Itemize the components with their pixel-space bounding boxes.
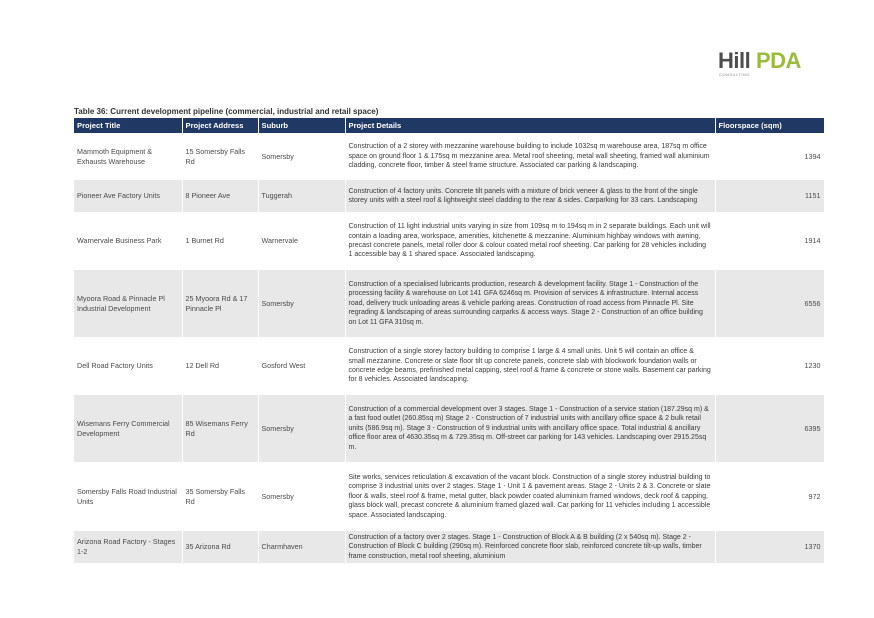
column-header-project-title: Project Title (74, 118, 182, 133)
column-header-project-address: Project Address (182, 118, 258, 133)
cell-floorspace: 972 (715, 462, 824, 531)
cell-floorspace: 6395 (715, 395, 824, 462)
cell-project-title: Warnervale Business Park (74, 212, 182, 270)
table-row (74, 337, 824, 395)
cell-floorspace: 1230 (715, 337, 824, 395)
table-row (74, 531, 824, 563)
cell-floorspace: 1914 (715, 212, 824, 270)
table-row (74, 212, 824, 270)
table-row (74, 270, 824, 337)
hillpda-logo (718, 48, 808, 78)
cell-project-title: Somersby Falls Road Industrial Units (74, 462, 182, 531)
cell-suburb: Charmhaven (258, 531, 345, 563)
logo-text-hill: Hill (718, 48, 751, 73)
cell-project-title: Arizona Road Factory - Stages 1-2 (74, 531, 182, 563)
cell-project-address: 12 Dell Rd (182, 337, 258, 395)
cell-project-details: Site works, services reticulation & excavation of the vacant block. Construction of a single storey industrial building to comprise 3 industrial units over 2 stages. Stage 1 - Unit 1 & pavement areas. Stage 2 - Units 2 & 3. Concrete or slate floor & walls, steel roof & frame, metal gutter, black powder coated aluminium framed windows, deck roof & capping, glass block wall, precast concrete & aluminium framed glazed wall. Car parking for 11 vehicles including 1 accessible space. Associated landscaping. (345, 462, 715, 531)
cell-project-title: Dell Road Factory Units (74, 337, 182, 395)
cell-floorspace: 1394 (715, 133, 824, 180)
cell-project-address: 85 Wisemans Ferry Rd (182, 395, 258, 462)
cell-suburb: Somersby (258, 270, 345, 337)
table-header-row (74, 118, 824, 133)
cell-floorspace: 1370 (715, 531, 824, 563)
table-row (74, 395, 824, 462)
cell-suburb: Somersby (258, 133, 345, 180)
cell-project-details: Construction of 4 factory units. Concrete tilt panels with a mixture of brick veneer & glass to the front of the single storey units with a steel roof & lightweight steel cladding to the rear & sides. Carparking for 33 cars. Landscaping (345, 180, 715, 212)
table-row (74, 133, 824, 180)
cell-suburb: Somersby (258, 395, 345, 462)
cell-floorspace: 6556 (715, 270, 824, 337)
cell-project-address: 25 Myoora Rd & 17 Pinnacle Pl (182, 270, 258, 337)
logo-subtext: CONSULTING (719, 72, 750, 77)
cell-project-address: 8 Pioneer Ave (182, 180, 258, 212)
cell-project-title: Pioneer Ave Factory Units (74, 180, 182, 212)
cell-project-title: Mammoth Equipment & Exhausts Warehouse (74, 133, 182, 180)
cell-project-details: Construction of a single storey factory building to comprise 1 large & 4 small units. Unit 5 will contain an office & small mezzanine. Concrete or slate floor tilt up concrete panels, concrete slab with blockwork foundation walls or concrete edge beams, prefinished metal capping, steel roof & frame & concrete or stone walls. Basement car parking for 8 vehicles. Associated landscaping. (345, 337, 715, 395)
column-header-suburb: Suburb (258, 118, 345, 133)
cell-project-title: Myoora Road & Pinnacle Pl Industrial Development (74, 270, 182, 337)
table-row (74, 180, 824, 212)
cell-project-details: Construction of a factory over 2 stages. Stage 1 - Construction of Block A & B building (2 x 540sq m). Stage 2 - Construction of Block C building (290sq m). Reinforced concrete floor slab, reinforced concrete tilt-up walls, timber frame construction, metal roof sheeting, aluminium (345, 531, 715, 563)
development-pipeline-table (74, 118, 825, 563)
column-header-floorspace: Floorspace (sqm) (715, 118, 824, 133)
column-header-project-details: Project Details (345, 118, 715, 133)
cell-suburb: Somersby (258, 462, 345, 531)
cell-project-address: 1 Burnet Rd (182, 212, 258, 270)
table-row (74, 462, 824, 531)
cell-floorspace: 1151 (715, 180, 824, 212)
cell-project-address: 15 Somersby Falls Rd (182, 133, 258, 180)
cell-project-address: 35 Arizona Rd (182, 531, 258, 563)
cell-project-address: 35 Somersby Falls Rd (182, 462, 258, 531)
cell-project-title: Wisemans Ferry Commercial Development (74, 395, 182, 462)
cell-suburb: Gosford West (258, 337, 345, 395)
table-caption: Table 36: Current development pipeline (commercial, industrial and retail space) (74, 107, 379, 116)
cell-suburb: Tuggerah (258, 180, 345, 212)
cell-project-details: Construction of a commercial development over 3 stages. Stage 1 - Construction of a service station (187.29sq m) & a fast food outlet (260.85sq m) Stage 2 - Construction of 7 industrial units with ancillary office space & 2 bulk retail units (586.9sq m). Stage 3 - Construction of 9 industrial units with ancillary office space. Total industrial & ancillary office floor area of 4630.35sq m & 729.35sq m. Off-street car parking for 143 vehicles. Landscaping over 2915.25sq m. (345, 395, 715, 462)
cell-project-details: Construction of a 2 storey with mezzanine warehouse building to include 1032sq m warehouse area, 187sq m office space on ground floor 1 & 175sq m mezzanine area. Metal roof sheeting, metal wall sheeting, framed wall aluminium cladding, concrete floor, timber & steel frame structure. Associated car parking & landscaping. (345, 133, 715, 180)
cell-suburb: Warnervale (258, 212, 345, 270)
cell-project-details: Construction of a specialised lubricants production, research & development facility. Stage 1 - Construction of the processing facility & warehouse on Lot 141 GFA 6246sq m. Provision of services & infrastructure. Internal access road, delivery truck unloading areas & vehicle parking areas. Construction of road access from Pinnacle Pl. Site regrading & landscaping of areas surrounding carparks & access ways. Stage 2 - Construction of an office building on Lot 11 GFA 310sq m. (345, 270, 715, 337)
cell-project-details: Construction of 11 light industrial units varying in size from 109sq m to 194sq m in 2 separate buildings. Each unit will contain a loading area, workspace, amenities, kitchenette & mezzanine. Aluminium highbay windows with awning, precast concrete panels, metal roller door & colour coated metal roof sheeting. Car parking for 28 vehicles including 1 accessible bay & 1 shared space. Associated landscaping. (345, 212, 715, 270)
logo-text-pda: PDA (756, 48, 801, 73)
